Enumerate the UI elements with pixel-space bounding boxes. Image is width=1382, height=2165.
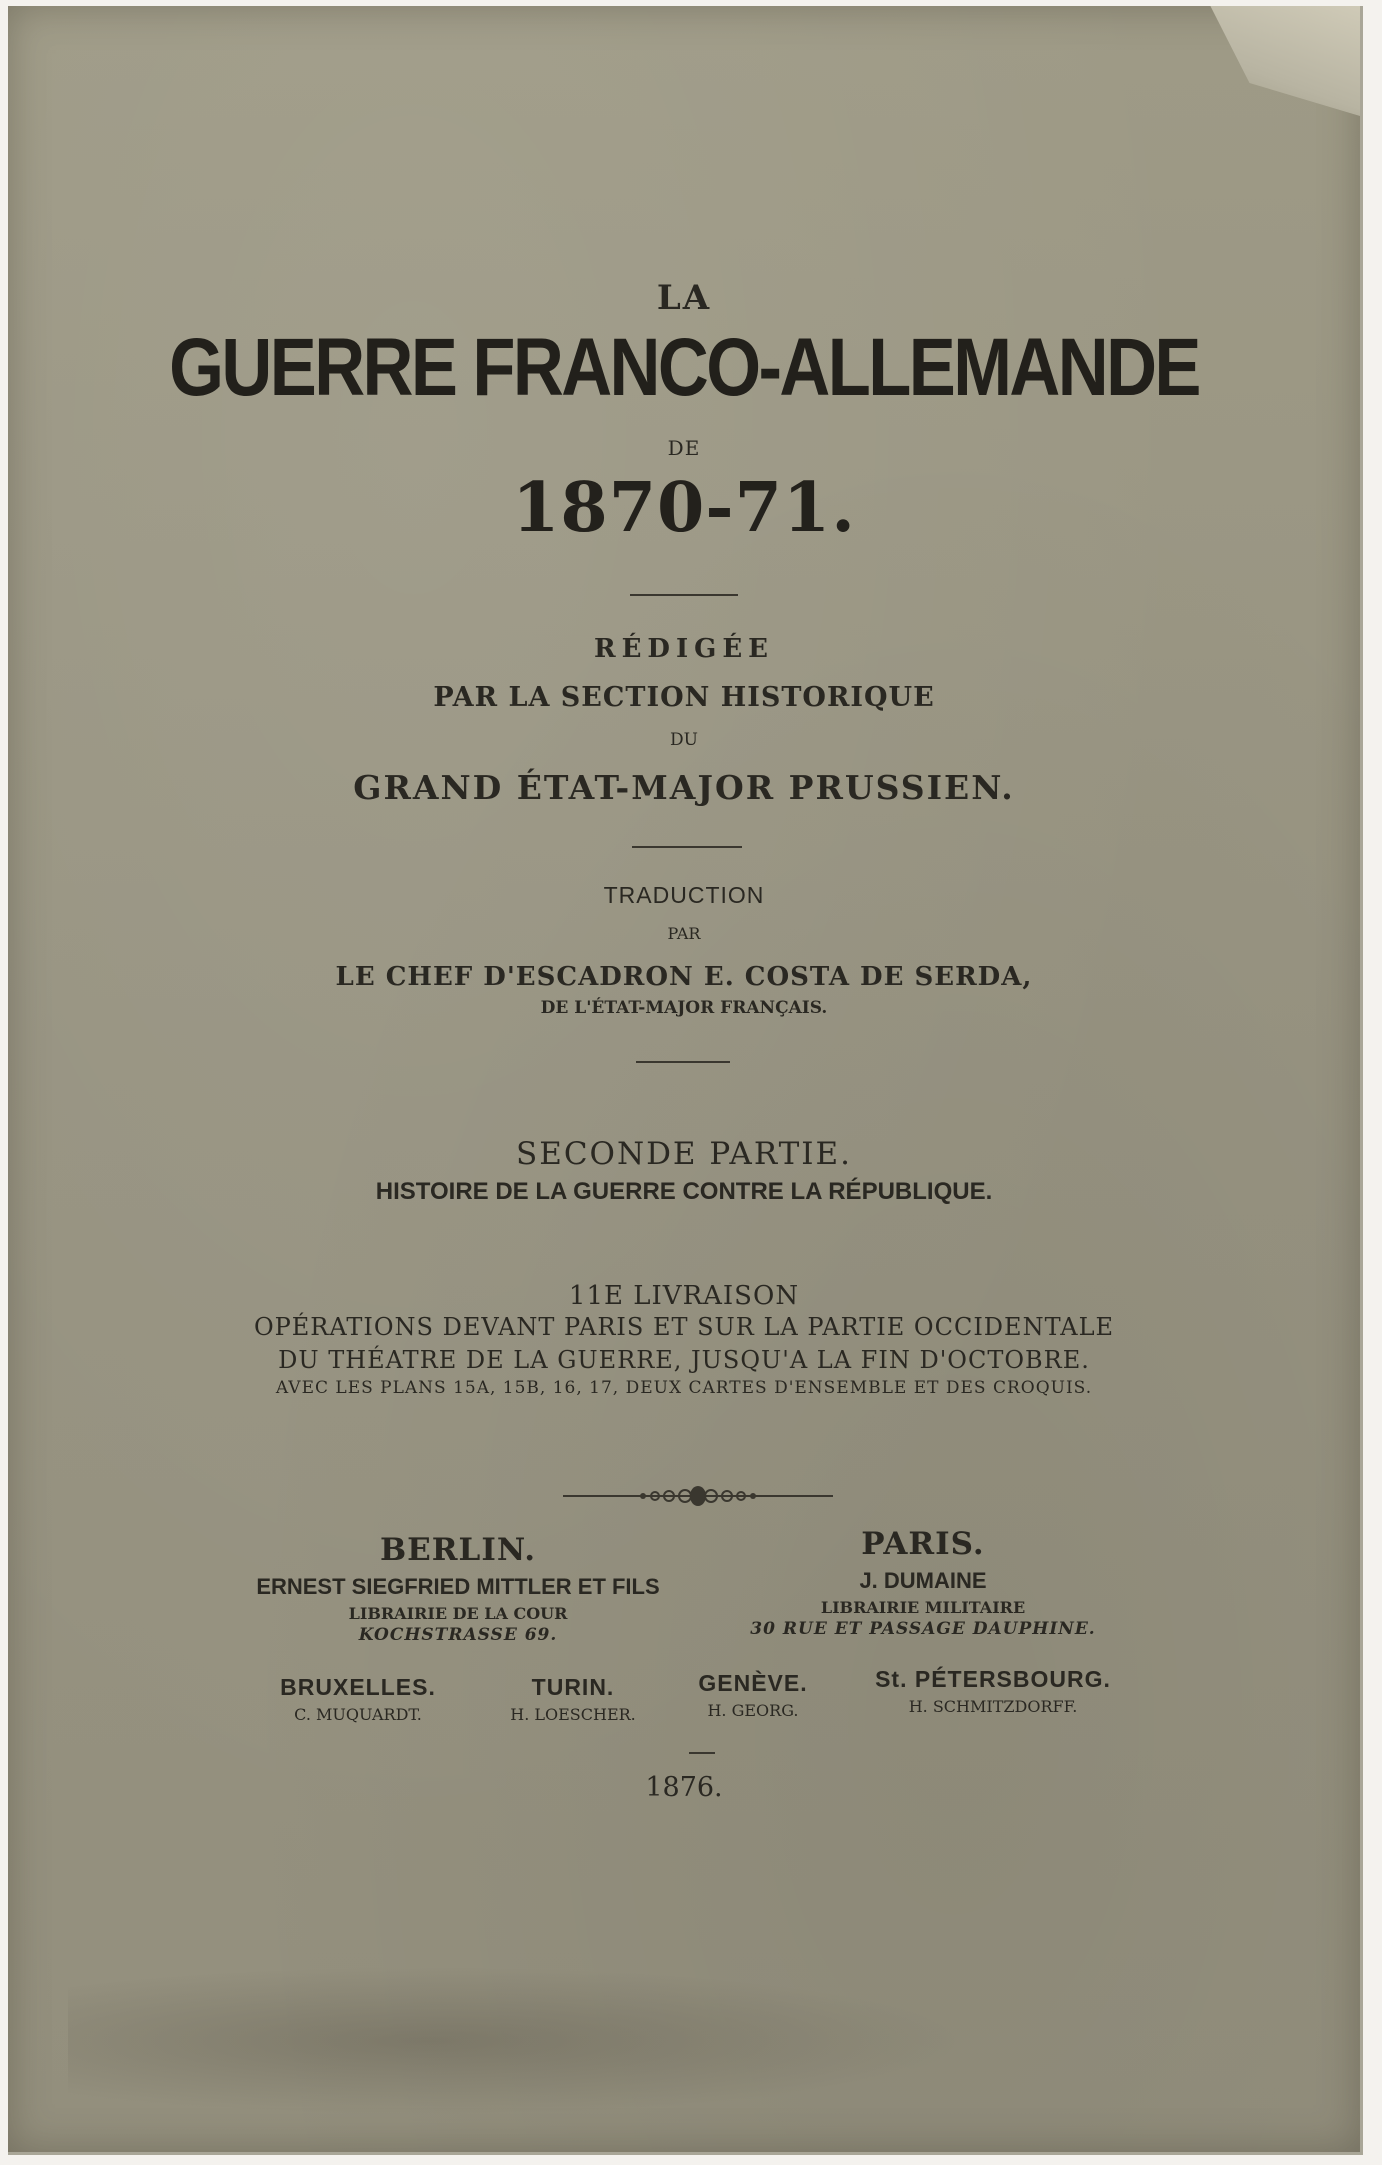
publisher-bruxelles: [268, 1674, 448, 1724]
publisher-city: St. PÉTERSBOURG.: [875, 1666, 1111, 1692]
publisher-city: BERLIN.: [379, 1532, 537, 1568]
publisher-st-petersbourg: [863, 1666, 1123, 1716]
par-label: PAR: [667, 924, 701, 943]
section-line: PAR LA SECTION HISTORIQUE: [433, 682, 935, 713]
divider: [636, 1061, 730, 1063]
publisher-line: LIBRAIRIE DE LA COUR: [348, 1604, 568, 1623]
paper-stain: [68, 1966, 968, 2116]
publisher-line: LIBRAIRIE MILITAIRE: [820, 1598, 1026, 1617]
operations-line-1: OPÉRATIONS DEVANT PARIS ET SUR LA PARTIE OCCIDENTALE: [253, 1313, 1115, 1341]
publisher-city: BRUXELLES.: [280, 1674, 436, 1700]
publisher-turin: [488, 1674, 658, 1724]
publisher-city: GENÈVE.: [698, 1670, 808, 1696]
publisher-name: H. GEORG.: [707, 1701, 799, 1720]
operations-line-3: AVEC LES PLANS 15A, 15B, 16, 17, DEUX CARTES D'ENSEMBLE ET DES CROQUIS.: [275, 1378, 1093, 1398]
livraison-label: 11E LIVRAISON: [568, 1281, 800, 1311]
operations-line-2: DU THÉATRE DE LA GUERRE, JUSQU'A LA FIN D'OCTOBRE.: [278, 1346, 1090, 1374]
part-title: SECONDE PARTIE.: [515, 1136, 853, 1172]
part-subtitle: HISTOIRE DE LA GUERRE CONTRE LA RÉPUBLIQUE.: [375, 1178, 993, 1205]
publisher-address: KOCHSTRASSE 69.: [358, 1625, 558, 1645]
main-title: GUERRE FRANCO-ALLEMANDE: [169, 322, 1199, 413]
book-cover: [8, 6, 1363, 2155]
publisher-berlin: [238, 1532, 678, 1645]
divider: [632, 846, 742, 848]
divider: [630, 594, 738, 596]
du-label: DU: [670, 730, 698, 750]
divider: [689, 1752, 715, 1754]
publisher-address: 30 RUE ET PASSAGE DAUPHINE.: [750, 1619, 1096, 1639]
publisher-geneve: [678, 1670, 828, 1720]
translator-name: LE CHEF D'ESCADRON E. COSTA DE SERDA,: [335, 962, 1033, 992]
etat-major-line: GRAND ÉTAT-MAJOR PRUSSIEN.: [353, 768, 1015, 807]
publication-year: 1876.: [645, 1772, 723, 1803]
publisher-city: PARIS.: [861, 1526, 985, 1562]
publisher-name: H. LOESCHER.: [510, 1705, 636, 1724]
publisher-name: J. DUMAINE: [859, 1568, 987, 1593]
title-de: DE: [667, 436, 701, 460]
publisher-name: C. MUQUARDT.: [294, 1705, 422, 1724]
ornament-divider-icon: [563, 1484, 833, 1508]
redigee-label: RÉDIGÉE: [594, 634, 774, 664]
traduction-label: TRADUCTION: [603, 882, 765, 908]
translator-affiliation: DE L'ÉTAT-MAJOR FRANÇAIS.: [540, 998, 828, 1018]
title-article: LA: [656, 278, 712, 318]
title-years: 1870-71.: [512, 468, 856, 548]
publisher-name: H. SCHMITZDORFF.: [908, 1697, 1078, 1716]
publisher-city: TURIN.: [531, 1674, 615, 1700]
publisher-name: ERNEST SIEGFRIED MITTLER ET FILS: [256, 1574, 660, 1599]
publisher-paris: [728, 1526, 1118, 1639]
torn-corner: [1190, 6, 1360, 116]
